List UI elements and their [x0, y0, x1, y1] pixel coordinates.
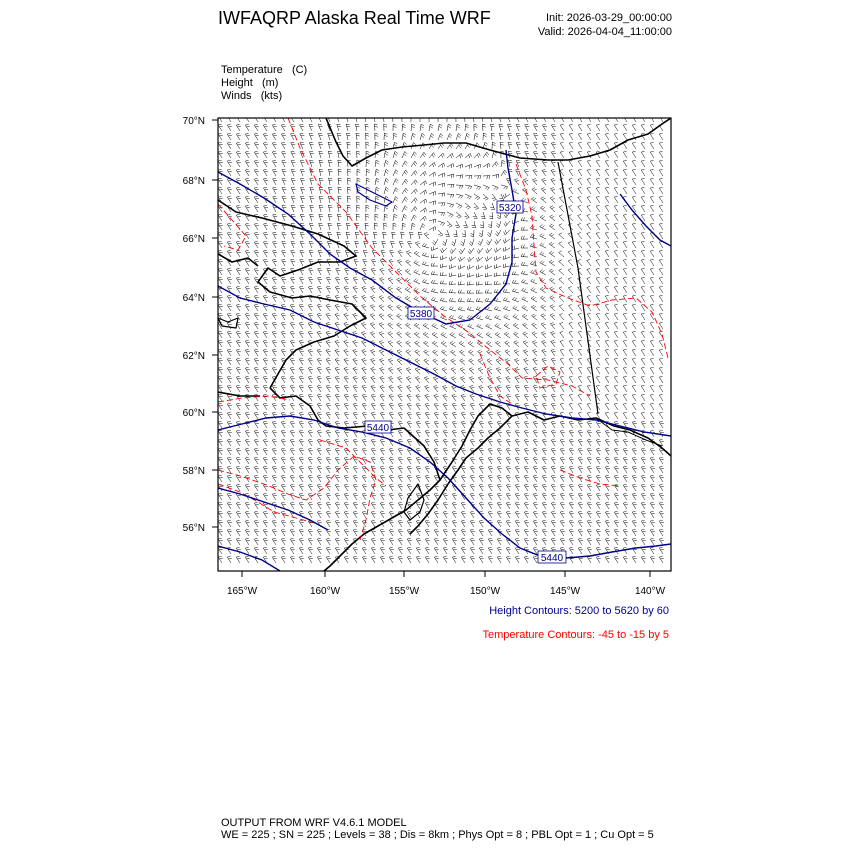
lat-label: 64°N	[182, 293, 205, 304]
kotzebue-sound	[218, 200, 366, 388]
lon-label: 140°W	[634, 586, 666, 597]
model-info: OUTPUT FROM WRF V4.6.1 MODEL	[221, 817, 407, 829]
variable-unit: (kts)	[260, 90, 283, 102]
map-title: IWFAQRP Alaska Real Time WRF	[218, 8, 491, 28]
cook-inlet-east	[410, 416, 512, 534]
lat-label: 66°N	[182, 234, 205, 245]
gulf-coast	[512, 412, 671, 456]
lat-label: 62°N	[182, 351, 205, 362]
lon-label: 150°W	[469, 586, 501, 597]
bristol-bay	[324, 428, 440, 571]
variable-unit: (C)	[291, 64, 308, 76]
seward-peninsula	[218, 254, 258, 266]
lon-label: 145°W	[549, 586, 581, 597]
lat-label: 58°N	[182, 466, 205, 477]
variable-unit: (m)	[261, 77, 279, 89]
height-label-5440-west: 5440	[366, 423, 390, 434]
lat-label: 68°N	[182, 176, 205, 187]
lon-label: 160°W	[309, 586, 341, 597]
variable-name: Temperature	[221, 64, 283, 76]
init-time: Init: 2026-03-29_00:00:00	[546, 12, 672, 24]
latitude-labels	[183, 116, 205, 534]
lon-label: 165°W	[226, 586, 258, 597]
model-config: WE = 225 ; SN = 225 ; Levels = 38 ; Dis = 8km ; Phys Opt = 8 ; PBL Opt = 1 ; Cu Opt = 5	[221, 829, 654, 841]
longitude-labels	[227, 586, 666, 597]
lake-teshekpuk	[356, 184, 392, 206]
lon-label: 155°W	[388, 586, 420, 597]
kodiak-island	[404, 484, 424, 520]
height-labels	[365, 201, 566, 564]
lat-label: 60°N	[182, 408, 205, 419]
variable-name: Winds	[221, 90, 252, 102]
height-contour-legend: Height Contours: 5200 to 5620 by 60	[489, 605, 669, 617]
height-label-5440-east: 5440	[540, 553, 564, 564]
lat-label: 70°N	[182, 116, 205, 127]
valid-time: Valid: 2026-04-04_11:00:00	[537, 26, 672, 38]
height-label-5320: 5320	[498, 203, 522, 214]
temperature-contour-legend: Temperature Contours: -45 to -15 by 5	[482, 629, 669, 641]
latitude-axis	[212, 120, 218, 527]
lat-label: 56°N	[182, 523, 205, 534]
arctic-coast	[326, 118, 671, 166]
bering-coast-south	[218, 392, 260, 396]
variable-name: Height	[221, 77, 253, 89]
longitude-axis	[242, 571, 650, 577]
height-label-5380: 5380	[409, 309, 433, 320]
